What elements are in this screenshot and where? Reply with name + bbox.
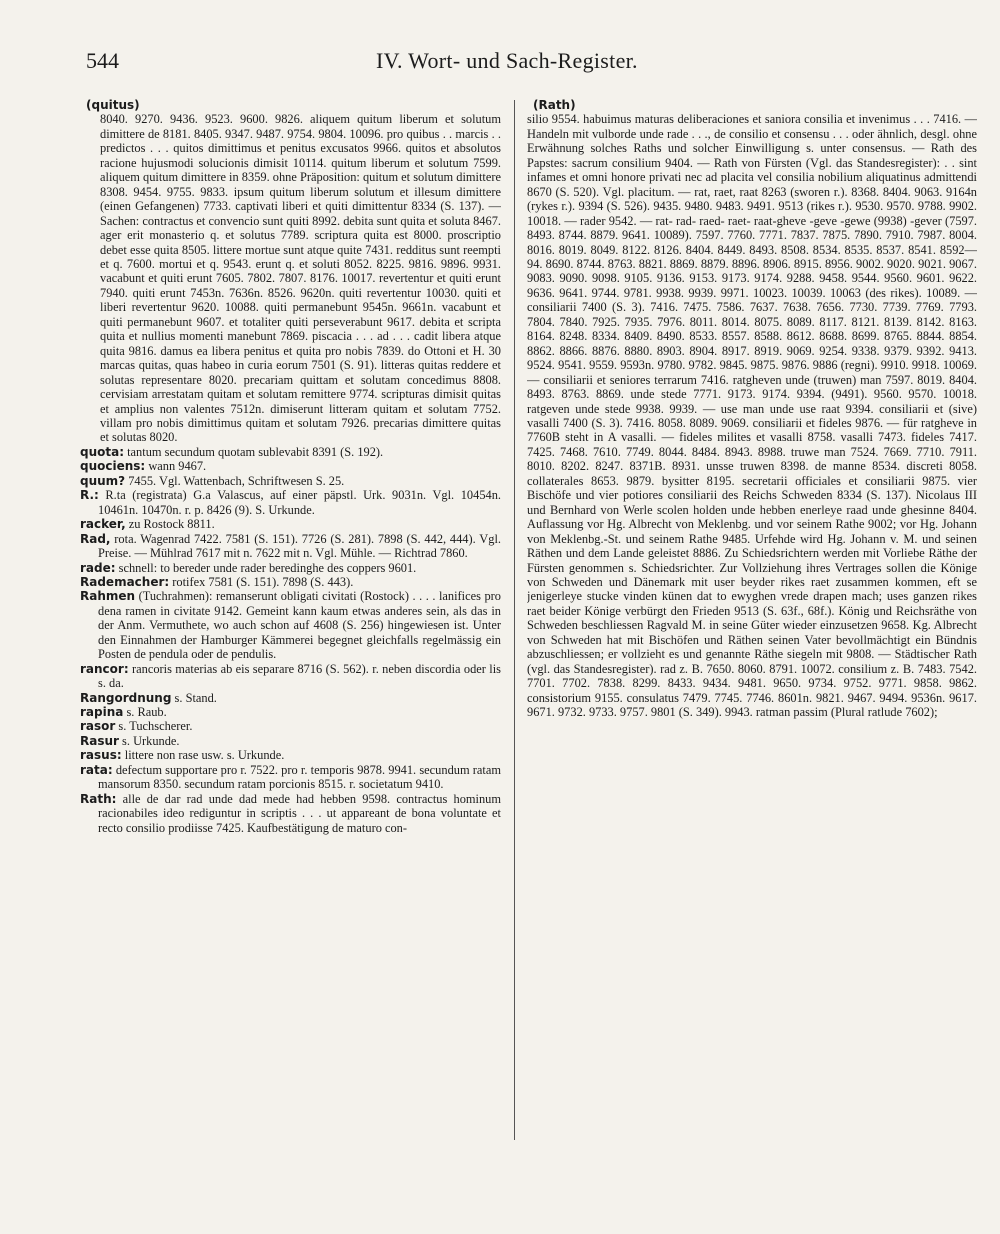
entry-text: defectum supportare pro r. 7522. pro r. temporis 9878. 9941. secundum ratam mansorum 8350. secundum ratam porcionis 8515. r. societatum 9410. [98,762,501,792]
index-entry [80,488,501,517]
entry-text: R.ta (registrata) G.a Valascus, auf einer päpstl. Urk. 9031n. Vgl. 10454n. 10461n. 10470n. r. p. 8426 (9). S. Urkunde. [98,488,501,517]
entry-text: schnell: to bereder unde rader beredinghe des coppers 9601. [115,560,417,575]
index-entry [80,748,501,762]
index-entry [80,691,501,705]
entry-text: rancoris materias ab eis separare 8716 (S. 562). r. neben discordia oder lis s. da. [98,661,501,691]
page-title: IV. Wort- und Sach-Register. [376,48,638,73]
page-header [0,48,1000,88]
entry-headword: quota: [80,444,125,459]
entry-headword: Rademacher: [80,574,170,589]
entry-headword: quum? [80,473,126,488]
entry-headword: quociens: [80,459,146,474]
right-running-head: (Rath) [533,98,576,112]
rath-continuation: silio 9554. habuimus maturas deliberaciones et saniora consilia et invenimus . . . 7416. — Handeln mit vulborde unde rade . . ., de consilio et consensu . . . oder ähnlich, desgl. ohne Erwähnung solches Raths und solcher Einwilligung s. unter consensus. — Rath des Papstes: sacrum consilium 9404. — Rath von Fürsten (Vgl. das Standesregister): . . sint infames et omni honore privati nec ad placita vel consilia nobilium aliquatinus admittendi 8670 (S. 520). Vgl. placitum. — rat, raet, raat 8263 (sworen r.). 8368. 8404. 9063. 9164n (rykes r.). 9394 (S. 526). 9435. 9480. 9483. 9491. 9513 (rikes r.). 9530. 9570. 9788. 9902. 10018. — rader 9542. — rat- rad- raed- raet- raat-gheve -geve -gewe (9938) -gever (7597. 8493. 8744. 8879. 9641. 10089). 7597. 7760. 7771. 7837. 7875. 7890. 7910. 7987. 8004. 8016. 8019. 8049. 8122. 8126. 8404. 8449. 8493. 8508. 8534. 8535. 8537. 8541. 8592—94. 8690. 8744. 8763. 8821. 8869. 8879. 8896. 8906. 8915. 8956. 9002. 9020. 9021. 9067. 9083. 9090. 9098. 9105. 9136. 9153. 9173. 9174. 9288. 9458. 9544. 9560. 9601. 9622. 9636. 9641. 9744. 9781. 9938. 9939. 9971. 10023. 10039. 10063 (des rikes). 10089. — consiliarii 7400 (S. 3). 7416. 7475. 7586. 7637. 7638. 7656. 7730. 7739. 7769. 7793. 7804. 7840. 7925. 7935. 7976. 8011. 8014. 8075. 8089. 8117. 8121. 8139. 8142. 8163. 8164. 8248. 8334. 8409. 8490. 8533. 8557. 8588. 8612. 8688. 8699. 8765. 8844. 8854. 8862. 8866. 8876. 8880. 8903. 8904. 8917. 8919. 9069. 9254. 9338. 9379. 9392. 9413. 9524. 9541. 9559. 9593n. 9780. 9782. 9845. 9875. 9876. 9886 (regni). 9910. 9918. 10069. — consiliarii et seniores terrarum 7416. ratgheven unde (truwen) man 7597. 8019. 8404. 8493. 8763. 8869. unde stede 7771. 9173. 9174. 9394. (9491). 9560. 9570. 10018. ratgeven unde stede 9938. 9939. — use man unde use raat 9394. consiliarii et (sive) vasalli 7400 (S. 3). 7416. 8058. 8089. 9069. consiliarii et fideles 9876. — für ratgheve in 7760B steht in A vasalli. — fideles milites et vasalli 8758. vasalli 7473. fideles 7417. 7425. 7468. 7610. 7749. 8044. 8484. 8943. 8988. truwe man 7524. 7669. 7710. 7911. 8010. 8202. 8247. 8371B. 8931. unsse truwen 8398. de manne 8534. discreti 8058. collaterales 8653. 9879. bysitter 8195. secretarii officiales et consiliarii 9875. vier Bischöfe und vier potiores consiliarii des Reichs Schweden 8334 (S. 137). Nicolaus III und Bernhard von Werle scolen holden unde hebben enerleye raad unde ghesinne 8404. Auflassung vor Hg. Albrecht von Meklenbg. und vor seinem Rathe 9002; vor Hg. Johann von Meklenbg.-St. und seinem Rathe 9485. Urfehde wird Hg. Johann v. M. und seinen Räthen und dem Lande geleistet 8886. Zu Schiedsrichtern werden mit Vorliebe Räthe der Fürsten genommen s. Schiedsrichter. Zur Vollziehung ihres Vertrages sollen die Könige von Schweden und Dänemark mit user beyder rikes raet zusammen kommen, eft se jenigerleye stucke vinden künen dat to ewyghen vrede drapen mach; uses ganzen rikes raet beider Könige verbürgt den Frieden 9513 (S. 63f., 68f.). König und Reichsräthe von Schweden beschliessen Ragvald M. in seine Güter wieder einzusetzen 9658. Kg. Albrecht von Schweden hat mit Bischöfen und Räthen seinen Vater bevollmächtigt ein Bündnis abzuschliessen; er vollzieht es und genannte Räthe siegeln mit 9808. — Städtischer Rath (vgl. das Standesregister). rad z. B. 7650. 8060. 8791. 10072. consilium z. B. 7483. 7542. 7701. 7702. 7838. 8299. 8433. 9434. 9481. 9650. 9734. 9752. 9771. 9858. 9862. consistorium 9155. consulatus 7479. 7745. 7746. 8601n. 9821. 9467. 9494. 9536n. 9617. 9671. 9732. 9733. 9757. 9801 (S. 349). 9943. ratman passim (Plural ratlude 7602); [527,112,977,720]
entry-text: wann 9467. [145,459,207,474]
index-entry [80,734,501,748]
entry-text: s. Raub. [123,705,167,720]
entry-text: s. Tuchscherer. [115,719,193,734]
index-entry [80,575,501,589]
entry-headword: Rad, [80,531,111,546]
index-entry [80,763,501,792]
index-entry [80,459,501,473]
entry-text: rotifex 7581 (S. 151). 7898 (S. 443). [169,574,354,589]
entry-headword: Rath: [80,791,117,806]
index-entry [80,792,501,835]
entry-text: alle de dar rad unde dad mede had hebben 9598. contractus hominum racionabiles ideo rediguntur in scriptis . . . ut appareant de bona voluntate et recto consilio prodiisse 7425. Kaufbestätigung de maturo con- [98,791,501,835]
entry-headword: Rasur [80,733,119,748]
entry-headword: rata: [80,762,113,777]
entry-headword: Rahmen [80,589,136,604]
index-entry [80,561,501,575]
index-entry [80,719,501,733]
index-entry [80,705,501,719]
entry-headword: rasus: [80,748,122,763]
index-entry [80,662,501,691]
right-column [527,98,977,1134]
quitus-continuation: 8040. 9270. 9436. 9523. 9600. 9826. aliquem quitum liberum et solutum dimittere de 8181. 8405. 9347. 9487. 9754. 9804. 10096. pro quibus . . marcis . . predictos . . . quitos dimittimus et penitus excusatos 9966. quitos et absolutos racione hujusmodi solucionis dimisit 10114. quitum liberum et solutum 7599. aliquem quitum dimittere in 8359. ohne Präposition: quitum et solutum dimittere 8308. 9454. 9755. 9833. ipsum quitum liberum solutum et illesum dimittere (einen Gefangenen) 7733. captivati liberi et quiti dimittentur 8334 (S. 137). — Sachen: contractus et convencio sunt quiti 8992. debita sunt quita et soluta 8467. ager erit monasterio q. et solutus 7789. scriptura quita est 8000. proscriptio debet esse quita 8505. littere mortue sunt atque quite 7431. redditus sunt reempti et q. 7600. mortui et q. 9543. erunt q. et soluti 8052. 8225. 9816. 9896. 9931. vacabunt et quiti erunt 7605. 7802. 7807. 8176. 10017. revertentur et quiti erunt 7940. quiti erunt 7453n. 7636n. 8526. 9620n. quiti revertentur 10030. quiti et liberi revertentur 9620. 10088. quiti permanebunt 9545n. 9661n. vacabunt et quiti permanebunt 9607. et totaliter quiti perseverabunt 9617. debita et scripta quita et nullius momenti manebunt 7869. piscacia . . . ad . . . cadit libera atque quita 9816. damus ea libera penitus et quita pro nobis 7839. do Ottoni et H. 30 marcas quitas, quas habeo in curia eorum 7501 (S. 91). litteras quitas reddere et solutas representare 8020. precariam quittam et solutam concedimus 8808. cervisiam arrestatam quitam et solutam remittere 9774. scripturas dimisit quitas et amplius non valentes 7512n. dimiserunt litteram quitam et solutam 7752. villam pro nobis dimittimus quitam et solutam 7926. precarias dimittere quitas et solutas 8020. [100,112,501,445]
left-entry-list [80,445,501,835]
index-entry [80,445,501,459]
index-entry [80,474,501,488]
entry-headword: rade: [80,560,116,575]
entry-headword: R.: [80,488,99,503]
entry-text: zu Rostock 8811. [125,517,215,532]
entry-headword: racker, [80,517,126,532]
entry-headword: rancor: [80,661,129,676]
entry-text: littere non rase usw. s. Urkunde. [121,748,285,763]
page-number: 544 [86,48,119,73]
left-running-head: (quitus) [86,98,140,112]
column-divider [514,100,515,1140]
index-entry [80,517,501,531]
entry-text: s. Urkunde. [118,733,180,748]
index-entry [80,532,501,561]
entry-text: rota. Wagenrad 7422. 7581 (S. 151). 7726 (S. 281). 7898 (S. 442, 444). Vgl. Preise. — Mühlrad 7617 mit n. 7622 mit n. Vgl. Mühle. — Richtrad 7860. [98,531,501,561]
left-column [80,98,501,1134]
entry-text: s. Stand. [171,690,217,705]
entry-text: (Tuchrahmen): remanserunt obligati civitati (Rostock) . . . . lanifices pro dena ramen in civitate 9142. Gemeint kann kaum etwas anderes sein, als das in der Anm. Vermuthete, wo auch schon auf 4608 (S. 256) hingewiesen ist. Unter den Einnahmen der Hamburger Kämmerei begegnet gleichfalls regelmässig ein Posten de pendula oder de pendulis. [98,589,501,662]
entry-headword: rasor [80,719,116,734]
index-entry [80,589,501,661]
entry-headword: rapina [80,705,124,720]
entry-text: 7455. Vgl. Wattenbach, Schriftwesen S. 25. [125,473,345,488]
entry-headword: Rangordnung [80,690,172,705]
entry-text: tantum secundum quotam sublevabit 8391 (S. 192). [124,444,384,459]
